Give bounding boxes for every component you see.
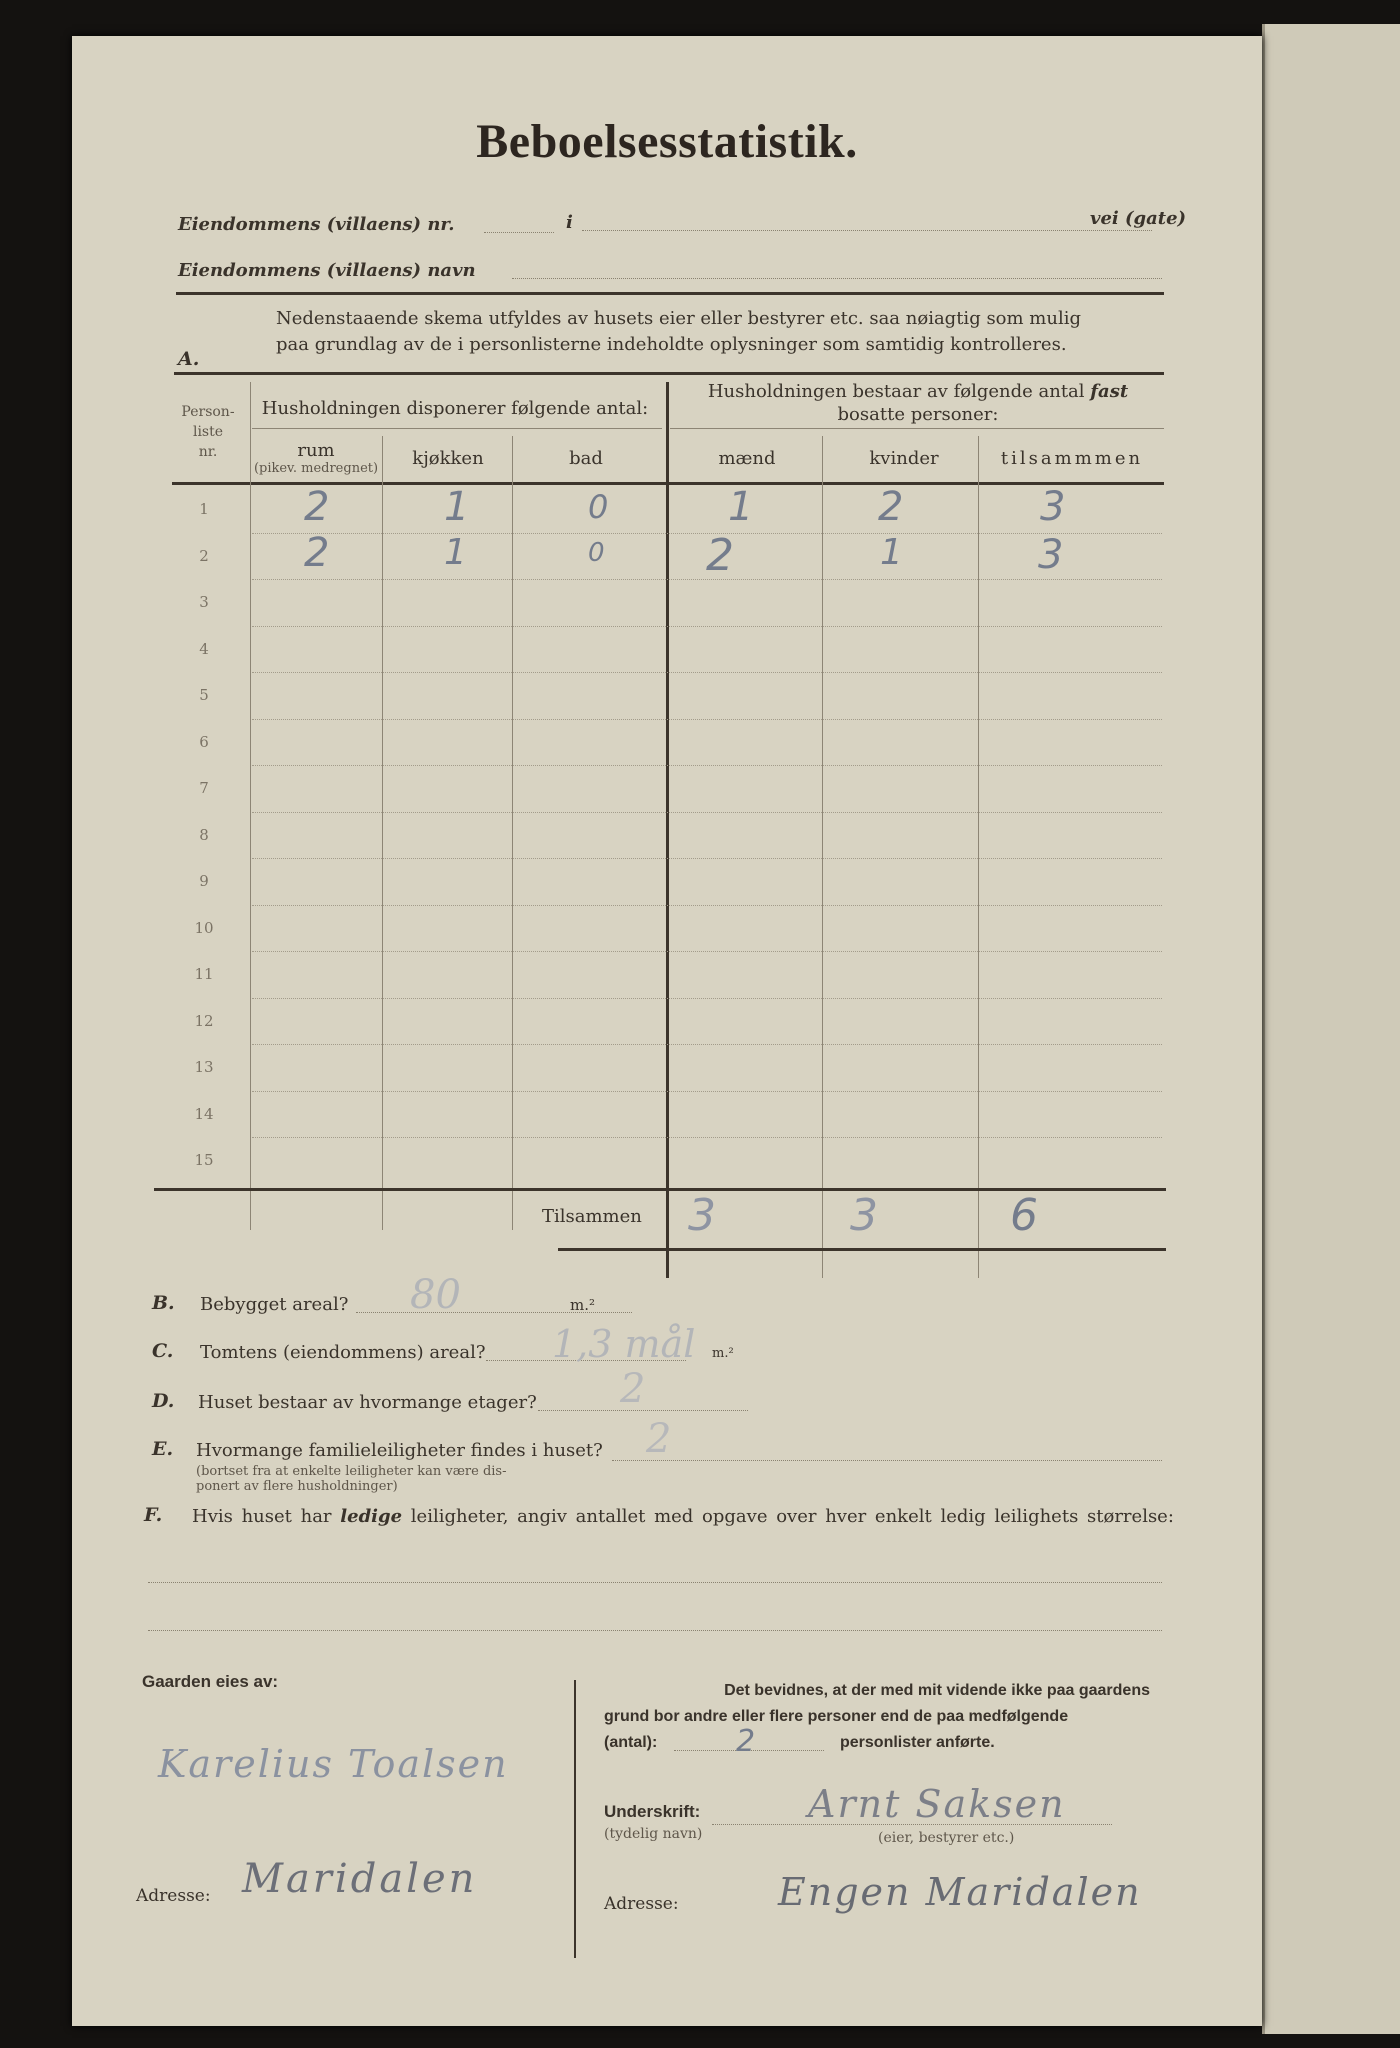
row-number: 7 bbox=[199, 779, 209, 797]
r2-kvinder[interactable]: 1 bbox=[880, 532, 903, 573]
group-right-underline bbox=[670, 428, 1164, 429]
r2-rum[interactable]: 2 bbox=[304, 530, 330, 576]
owner-label: Gaarden eies av: bbox=[142, 1672, 279, 1691]
owner-value[interactable]: Karelius Toalsen bbox=[158, 1742, 509, 1786]
col-kvinder-header: kvinder bbox=[869, 448, 939, 469]
adjacent-page-edge bbox=[1262, 24, 1400, 2034]
certify-count[interactable]: 2 bbox=[736, 1724, 756, 1759]
property-name-label: Eiendommens (villaens) navn bbox=[178, 260, 476, 281]
signature-role: (eier, bestyrer etc.) bbox=[878, 1830, 1015, 1846]
vline-kjokken bbox=[512, 436, 513, 1230]
row-line bbox=[252, 719, 1162, 720]
section-a-letter: A. bbox=[178, 348, 200, 370]
group-right-header: Husholdningen bestaar av følgende antal fast bosatte personer: bbox=[707, 381, 1129, 425]
row-number: 12 bbox=[194, 1011, 214, 1030]
q-f-line1[interactable] bbox=[148, 1582, 1162, 1583]
r2-maend[interactable]: 2 bbox=[706, 530, 734, 581]
q-c-letter: C. bbox=[152, 1340, 174, 1362]
property-nr-field[interactable] bbox=[484, 232, 554, 233]
footer-divider bbox=[574, 1680, 576, 1958]
q-b-label: Bebygget areal? bbox=[200, 1294, 349, 1315]
row-line bbox=[252, 765, 1162, 766]
signature-sub: (tydelig navn) bbox=[604, 1826, 703, 1842]
r1-kjokken[interactable]: 1 bbox=[444, 484, 470, 530]
q-e-value[interactable]: 2 bbox=[646, 1416, 672, 1462]
property-nr-label: Eiendommens (villaens) nr. bbox=[178, 214, 455, 235]
row-number: 11 bbox=[194, 965, 214, 983]
form-page bbox=[72, 36, 1262, 2026]
property-name-field[interactable] bbox=[512, 278, 1162, 279]
row-number: 6 bbox=[199, 732, 209, 751]
total-tilsammen[interactable]: 6 bbox=[1010, 1190, 1038, 1241]
row-number: 4 bbox=[199, 639, 209, 658]
r2-tilsammen[interactable]: 3 bbox=[1038, 532, 1064, 578]
owner-address-label: Adresse: bbox=[136, 1886, 211, 1906]
r1-maend[interactable]: 1 bbox=[728, 484, 754, 530]
q-e-label: Hvormange familieleiligheter findes i huset? bbox=[196, 1440, 603, 1461]
q-c-unit: m.² bbox=[712, 1346, 734, 1361]
vline-kvinder bbox=[978, 436, 979, 1278]
q-b-value[interactable]: 80 bbox=[410, 1272, 461, 1318]
row-number: 2 bbox=[199, 546, 209, 565]
q-d-letter: D. bbox=[152, 1390, 175, 1412]
row-line bbox=[252, 626, 1162, 627]
row-number: 8 bbox=[199, 825, 209, 844]
certify-antal: (antal): bbox=[604, 1734, 658, 1751]
col-person-header: Person- liste nr. bbox=[181, 404, 235, 460]
q-b-unit: m.² bbox=[570, 1296, 596, 1314]
instructions-line2: paa grundlag av de i personlisterne indeholdte oplysninger som samtidig kontrolleres. bbox=[276, 334, 1067, 355]
row-line bbox=[252, 998, 1162, 999]
col-tilsammen-header: tilsammmen bbox=[1000, 448, 1144, 469]
row-number: 1 bbox=[199, 500, 209, 518]
r1-tilsammen[interactable]: 3 bbox=[1040, 484, 1066, 530]
col-bad-header: bad bbox=[569, 448, 603, 469]
col-kjokken-header: kjøkken bbox=[412, 448, 484, 469]
row-number: 10 bbox=[194, 918, 214, 937]
total-maend[interactable]: 3 bbox=[688, 1190, 716, 1241]
vline-maend bbox=[822, 436, 823, 1278]
q-e-letter: E. bbox=[152, 1438, 174, 1460]
q-b-letter: B. bbox=[152, 1292, 175, 1314]
vline-main-divider bbox=[666, 382, 669, 1278]
page-title: Beboelsesstatistik. bbox=[476, 115, 858, 168]
road-label: vei (gate) bbox=[1090, 208, 1187, 229]
row-line bbox=[252, 1137, 1162, 1138]
total-kvinder[interactable]: 3 bbox=[850, 1190, 878, 1241]
q-d-label: Huset bestaar av hvormange etager? bbox=[198, 1392, 537, 1413]
total-label: Tilsammen bbox=[542, 1206, 642, 1227]
certify-tail: personlister anførte. bbox=[840, 1734, 995, 1751]
signature-value[interactable]: Arnt Saksen bbox=[808, 1782, 1066, 1826]
address-label: Adresse: bbox=[604, 1894, 679, 1914]
row-number: 5 bbox=[199, 686, 209, 704]
vline-rum bbox=[382, 436, 383, 1230]
q-e-note: (bortset fra at enkelte leiligheter kan være dis- ponert av flere husholdninger) bbox=[196, 1464, 507, 1494]
row-line bbox=[252, 905, 1162, 906]
group-left-underline bbox=[252, 428, 662, 429]
q-f-letter: F. bbox=[144, 1504, 163, 1526]
row-line bbox=[252, 672, 1162, 673]
q-f-label: Hvis huset har ledige leiligheter, angiv antallet med opgave over hver enkelt ledig leilighets størrelse: bbox=[192, 1506, 1174, 1527]
totals-bottom-rule bbox=[558, 1248, 1166, 1251]
address-value[interactable]: Engen Maridalen bbox=[778, 1870, 1142, 1914]
row-number: 3 bbox=[199, 593, 209, 611]
road-field[interactable] bbox=[582, 230, 1152, 231]
vline-person bbox=[250, 382, 251, 1230]
r1-bad[interactable]: 0 bbox=[588, 488, 609, 526]
r1-rum[interactable]: 2 bbox=[304, 484, 330, 530]
r2-bad[interactable]: 0 bbox=[588, 538, 605, 568]
row-number: 14 bbox=[194, 1104, 214, 1123]
q-c-label: Tomtens (eiendommens) areal? bbox=[200, 1342, 486, 1363]
group-left-header: Husholdningen disponerer følgende antal: bbox=[261, 398, 649, 419]
owner-address-value[interactable]: Maridalen bbox=[242, 1856, 478, 1902]
r2-kjokken[interactable]: 1 bbox=[444, 532, 467, 573]
certify-line1: Det bevidnes, at der med mit vidende ikke paa gaardens bbox=[724, 1682, 1150, 1699]
r1-kvinder[interactable]: 2 bbox=[878, 484, 904, 530]
row-line bbox=[252, 1091, 1162, 1092]
signature-label: Underskrift: bbox=[604, 1802, 701, 1821]
row-line bbox=[252, 858, 1162, 859]
row-number: 13 bbox=[194, 1058, 214, 1076]
q-d-value[interactable]: 2 bbox=[620, 1366, 646, 1412]
table-top-rule bbox=[174, 372, 1164, 375]
row-line bbox=[252, 1044, 1162, 1045]
header-rule bbox=[176, 292, 1164, 295]
row-line bbox=[252, 812, 1162, 813]
row-number: 9 bbox=[199, 872, 209, 890]
certify-line2: grund bor andre eller flere personer end de paa medfølgende bbox=[604, 1708, 1069, 1725]
col-rum-header: rum (pikev. medregnet) bbox=[253, 440, 379, 476]
col-maend-header: mænd bbox=[718, 448, 776, 469]
q-e-field[interactable] bbox=[612, 1460, 1162, 1461]
in-label: i bbox=[566, 212, 573, 233]
row-line bbox=[252, 951, 1162, 952]
row-number: 15 bbox=[194, 1151, 214, 1169]
instructions-line1: Nedenstaaende skema utfyldes av husets eier eller bestyrer etc. saa nøiagtig som mulig bbox=[276, 308, 1081, 329]
q-c-value[interactable]: 1,3 mål bbox=[552, 1322, 696, 1366]
q-f-line2[interactable] bbox=[148, 1630, 1162, 1631]
